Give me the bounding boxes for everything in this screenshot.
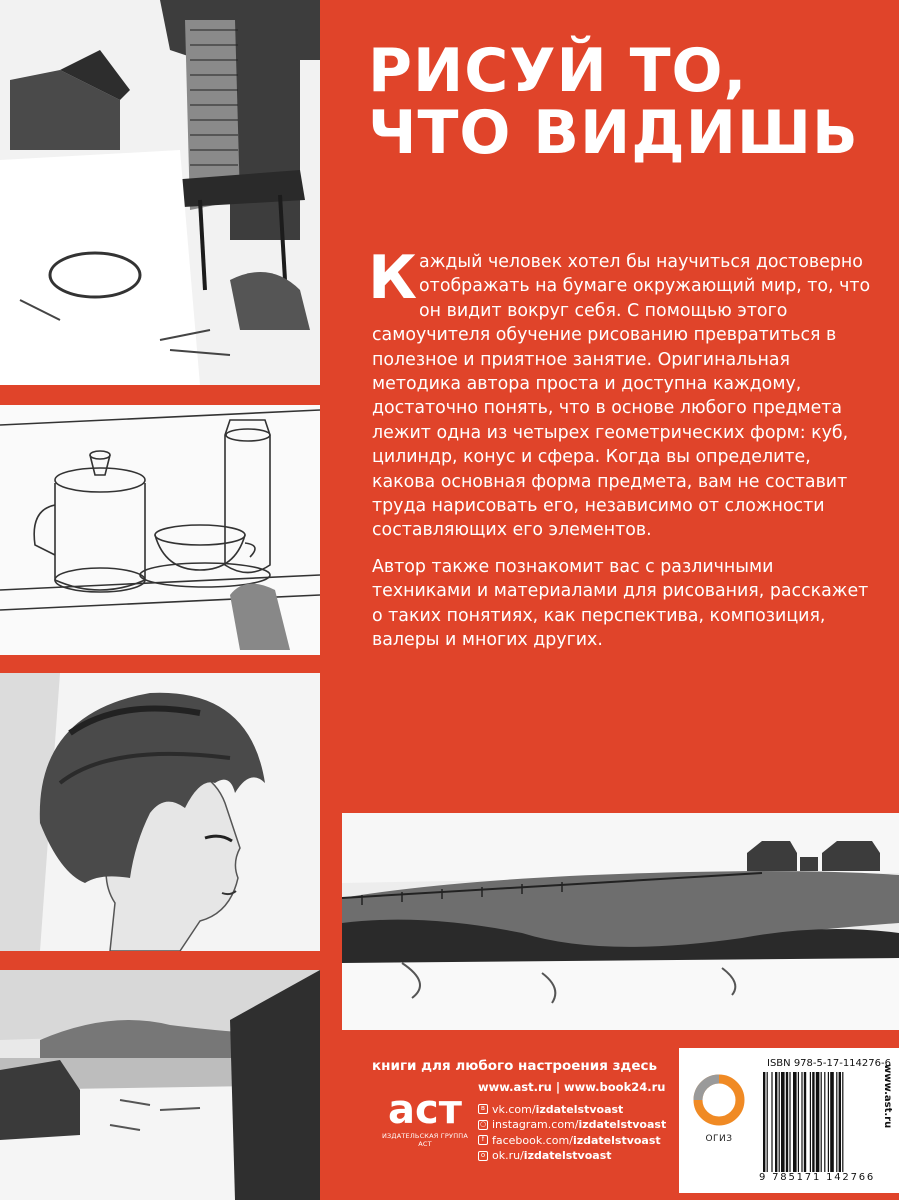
boy-portrait-drawing xyxy=(0,673,320,951)
barcode-bar xyxy=(842,1072,843,1172)
vk-icon: в xyxy=(478,1104,488,1114)
social-link-prefix: instagram.com/ xyxy=(492,1118,579,1131)
isbn-number: ISBN 978-5-17-114276-6 xyxy=(767,1058,891,1069)
village-houses-illustration xyxy=(0,0,320,385)
barcode-bar xyxy=(786,1072,788,1172)
barcode-bar xyxy=(781,1072,785,1172)
odnoklassniki-icon: о xyxy=(478,1151,488,1161)
barcode-bar xyxy=(830,1072,834,1172)
description-text xyxy=(368,243,872,665)
still-life-drawing xyxy=(0,405,320,655)
social-link-handle: izdatelstvoast xyxy=(572,1133,661,1147)
barcode-bar xyxy=(812,1072,814,1172)
social-link-handle: izdatelstvoast xyxy=(578,1118,667,1131)
ogiz-ring-icon xyxy=(691,1072,747,1128)
social-link-odnoklassniki[interactable] xyxy=(478,1148,666,1164)
barcode-bar xyxy=(763,1072,765,1172)
publisher-websites[interactable]: www.ast.ru | www.book24.ru xyxy=(478,1080,666,1094)
barcode-bar xyxy=(798,1072,799,1172)
barcode-bar xyxy=(775,1072,777,1172)
social-link-handle: izdatelstvoast xyxy=(535,1102,624,1116)
barcode-bar xyxy=(801,1072,802,1172)
footer-links xyxy=(478,1080,666,1164)
ast-publisher-logo xyxy=(380,1088,470,1148)
ogiz-label: ОГИЗ xyxy=(705,1134,733,1144)
footer-tagline: книги для любого настроения здесь xyxy=(372,1058,658,1074)
instagram-icon: ○ xyxy=(479,1119,487,1128)
barcode-bar xyxy=(767,1072,768,1172)
coastal-landscape-drawing xyxy=(0,970,320,1200)
farmhouses-illustration xyxy=(342,813,899,1030)
farmhouses-field-drawing xyxy=(342,813,899,1030)
barcode-bar xyxy=(804,1072,806,1172)
barcode-bar xyxy=(828,1072,829,1172)
social-link-vk[interactable] xyxy=(478,1102,666,1118)
barcode-bar xyxy=(793,1072,797,1172)
barcode-graphic xyxy=(763,1072,867,1172)
title-line-1: РИСУЙ ТО, xyxy=(368,36,748,106)
drop-cap-letter: К xyxy=(368,243,418,313)
ast-logo-mark: аст xyxy=(388,1087,462,1133)
barcode-bar xyxy=(839,1072,841,1172)
social-link-handle: izdatelstvoast xyxy=(523,1149,612,1162)
social-link-instagram[interactable] xyxy=(478,1117,666,1133)
barcode-bar xyxy=(821,1072,822,1172)
social-link-prefix: ok.ru/ xyxy=(492,1149,524,1162)
isbn-block xyxy=(679,1048,899,1193)
still-life-illustration xyxy=(0,405,320,655)
paragraph-1-text: аждый человек хотел бы научиться достоверно отображать на бумаге окружающий мир, то, что он видит вокруг себя. С помощью этого самоучителя обучение рисованию превратиться в полезное и приятное занятие. Оригинальная методика автора проста и доступна каждому, достаточно понять, что в основе любого предмета лежит одна из четырех геометрических форм: куб, цилиндр, конус и сфера. Когда вы определите, какова основная форма предмета, вам не составит труда нарисовать его, независимо от сложности составляющих его элементов. xyxy=(372,252,871,541)
barcode-bar xyxy=(836,1072,837,1172)
ast-logo-caption: ИЗДАТЕЛЬСКАЯ ГРУППА АСТ xyxy=(381,1132,469,1148)
barcode-bar xyxy=(810,1072,811,1172)
coastal-landscape-illustration xyxy=(0,970,320,1200)
title-line-2: ЧТО ВИДИШЬ xyxy=(368,98,859,168)
side-website: www.ast.ru xyxy=(882,1064,893,1129)
barcode-bar xyxy=(824,1072,825,1172)
barcode-digits: 9 785171 142766 xyxy=(759,1172,876,1183)
barcode-bar xyxy=(779,1072,780,1172)
barcode-bar xyxy=(816,1072,820,1172)
social-link-prefix: vk.com/ xyxy=(492,1102,536,1116)
village-houses-drawing xyxy=(0,0,320,385)
ogiz-logo xyxy=(691,1072,747,1144)
barcode-bar xyxy=(771,1072,772,1172)
description-paragraph-2: Автор также познакомит вас с различными техниками и материалами для рисования, расскажет о таких понятиях, как перспектива, композиция, валеры и многих других. xyxy=(372,556,869,651)
barcode-bar xyxy=(789,1072,790,1172)
portrait-illustration xyxy=(0,673,320,951)
social-link-facebook[interactable] xyxy=(478,1133,666,1149)
description-paragraph-1 xyxy=(368,243,872,543)
book-title xyxy=(368,36,888,168)
social-link-prefix: facebook.com/ xyxy=(492,1133,573,1147)
facebook-icon: f xyxy=(478,1135,488,1145)
